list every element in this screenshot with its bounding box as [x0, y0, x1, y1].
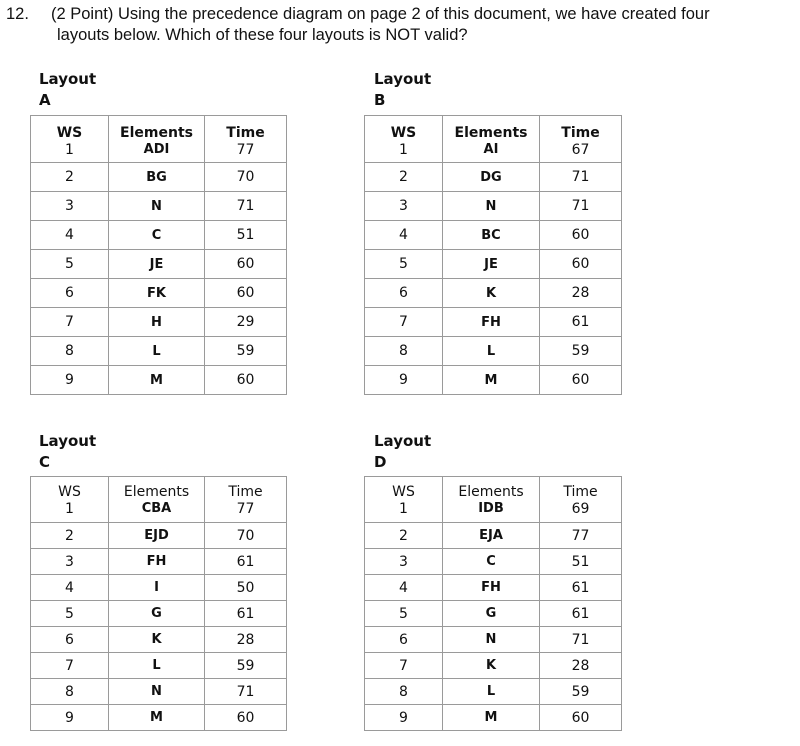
elements-cell: K [443, 653, 540, 679]
table-row [365, 337, 622, 366]
time-cell: 70 [205, 163, 287, 192]
layout-b-label-word: Layout [374, 70, 432, 88]
column-header-time: Time [540, 116, 622, 142]
layout-b-table [364, 115, 622, 395]
time-cell: 51 [205, 221, 287, 250]
ws-cell: 3 [31, 192, 109, 221]
table-row [31, 250, 287, 279]
time-cell: 60 [205, 705, 287, 731]
table-row [365, 250, 622, 279]
elements-cell: L [443, 679, 540, 705]
table-row [31, 142, 287, 163]
table-header-row [31, 477, 287, 501]
ws-cell: 5 [31, 250, 109, 279]
table-row [31, 192, 287, 221]
time-cell: 67 [540, 142, 622, 163]
time-cell: 60 [205, 366, 287, 395]
ws-cell: 1 [365, 142, 443, 163]
question-prompt: (2 Point) Using the precedence diagram on page 2 of this document, we have created four [51, 5, 710, 23]
time-cell: 60 [205, 279, 287, 308]
time-cell: 60 [540, 221, 622, 250]
ws-cell: 5 [365, 250, 443, 279]
time-cell: 61 [205, 601, 287, 627]
table-row [365, 142, 622, 163]
table-row [365, 627, 622, 653]
time-cell: 61 [205, 549, 287, 575]
elements-cell: G [443, 601, 540, 627]
ws-cell: 1 [31, 501, 109, 523]
table-row [31, 627, 287, 653]
time-cell: 60 [540, 705, 622, 731]
elements-cell: EJD [109, 523, 205, 549]
elements-cell: C [443, 549, 540, 575]
table-row [31, 221, 287, 250]
ws-cell: 1 [31, 142, 109, 163]
time-cell: 71 [205, 679, 287, 705]
elements-cell: M [109, 705, 205, 731]
ws-cell: 2 [31, 163, 109, 192]
ws-cell: 3 [365, 549, 443, 575]
ws-cell: 8 [365, 679, 443, 705]
layout-a-label-letter: A [39, 91, 51, 109]
column-header-ws: WS [31, 477, 109, 501]
ws-cell: 6 [365, 627, 443, 653]
table-row [365, 575, 622, 601]
table-row [31, 366, 287, 395]
layout-b-label-letter: B [374, 91, 386, 109]
ws-cell: 7 [31, 653, 109, 679]
ws-cell: 1 [365, 501, 443, 523]
elements-cell: FH [109, 549, 205, 575]
ws-cell: 7 [365, 653, 443, 679]
elements-cell: C [109, 221, 205, 250]
column-header-time: Time [205, 477, 287, 501]
table-row [31, 337, 287, 366]
ws-cell: 6 [31, 627, 109, 653]
ws-cell: 6 [365, 279, 443, 308]
ws-cell: 4 [31, 575, 109, 601]
ws-cell: 9 [31, 705, 109, 731]
time-cell: 77 [205, 501, 287, 523]
table-row [365, 366, 622, 395]
elements-cell: IDB [443, 501, 540, 523]
elements-cell: N [109, 192, 205, 221]
column-header-elements: Elements [109, 116, 205, 142]
ws-cell: 9 [365, 705, 443, 731]
ws-cell: 2 [365, 523, 443, 549]
elements-cell: G [109, 601, 205, 627]
ws-cell: 4 [365, 221, 443, 250]
ws-cell: 7 [365, 308, 443, 337]
ws-cell: 2 [365, 163, 443, 192]
question-text [6, 4, 796, 46]
time-cell: 59 [205, 337, 287, 366]
time-cell: 71 [540, 627, 622, 653]
time-cell: 70 [205, 523, 287, 549]
elements-cell: L [443, 337, 540, 366]
ws-cell: 5 [31, 601, 109, 627]
table-row [365, 192, 622, 221]
time-cell: 28 [540, 653, 622, 679]
time-cell: 77 [205, 142, 287, 163]
elements-cell: EJA [443, 523, 540, 549]
column-header-elements: Elements [443, 477, 540, 501]
table-row [365, 653, 622, 679]
elements-cell: FK [109, 279, 205, 308]
table-row [365, 523, 622, 549]
elements-cell: FH [443, 308, 540, 337]
elements-cell: JE [109, 250, 205, 279]
table-header-row [31, 116, 287, 142]
question-number: 12. [6, 5, 29, 23]
table-header-row [365, 477, 622, 501]
elements-cell: K [443, 279, 540, 308]
table-row [31, 549, 287, 575]
elements-cell: N [443, 192, 540, 221]
elements-cell: DG [443, 163, 540, 192]
time-cell: 60 [540, 250, 622, 279]
column-header-elements: Elements [109, 477, 205, 501]
elements-cell: L [109, 337, 205, 366]
time-cell: 59 [205, 653, 287, 679]
layout-c-label [39, 431, 96, 473]
layout-b-label [374, 69, 431, 111]
column-header-ws: WS [31, 116, 109, 142]
ws-cell: 8 [365, 337, 443, 366]
time-cell: 60 [205, 250, 287, 279]
elements-cell: BC [443, 221, 540, 250]
time-cell: 59 [540, 679, 622, 705]
table-row [31, 163, 287, 192]
table-row [365, 549, 622, 575]
time-cell: 60 [540, 366, 622, 395]
time-cell: 61 [540, 601, 622, 627]
ws-cell: 7 [31, 308, 109, 337]
ws-cell: 3 [31, 549, 109, 575]
time-cell: 71 [540, 192, 622, 221]
table-header-row [365, 116, 622, 142]
column-header-time: Time [205, 116, 287, 142]
layout-a-label-word: Layout [39, 70, 97, 88]
layout-d-table [364, 476, 622, 731]
table-row [31, 653, 287, 679]
table-row [31, 501, 287, 523]
time-cell: 29 [205, 308, 287, 337]
time-cell: 28 [540, 279, 622, 308]
table-row [365, 601, 622, 627]
time-cell: 77 [540, 523, 622, 549]
time-cell: 61 [540, 308, 622, 337]
elements-cell: L [109, 653, 205, 679]
elements-cell: CBA [109, 501, 205, 523]
ws-cell: 5 [365, 601, 443, 627]
layout-c-label-letter: C [39, 453, 51, 471]
ws-cell: 8 [31, 337, 109, 366]
table-row [365, 221, 622, 250]
elements-cell: FH [443, 575, 540, 601]
time-cell: 69 [540, 501, 622, 523]
ws-cell: 9 [31, 366, 109, 395]
column-header-elements: Elements [443, 116, 540, 142]
ws-cell: 8 [31, 679, 109, 705]
time-cell: 71 [205, 192, 287, 221]
elements-cell: K [109, 627, 205, 653]
elements-cell: N [109, 679, 205, 705]
column-header-ws: WS [365, 116, 443, 142]
layout-d-label-word: Layout [374, 432, 432, 450]
ws-cell: 3 [365, 192, 443, 221]
ws-cell: 9 [365, 366, 443, 395]
table-row [365, 279, 622, 308]
time-cell: 28 [205, 627, 287, 653]
table-row [31, 705, 287, 731]
elements-cell: M [443, 366, 540, 395]
table-row [365, 705, 622, 731]
elements-cell: N [443, 627, 540, 653]
elements-cell: M [109, 366, 205, 395]
table-row [365, 679, 622, 705]
table-row [365, 308, 622, 337]
layout-c-label-word: Layout [39, 432, 97, 450]
elements-cell: M [443, 705, 540, 731]
time-cell: 61 [540, 575, 622, 601]
ws-cell: 6 [31, 279, 109, 308]
layout-c-table [30, 476, 287, 731]
layout-d-label [374, 431, 431, 473]
ws-cell: 2 [31, 523, 109, 549]
table-row [31, 523, 287, 549]
table-row [31, 679, 287, 705]
layout-a-label [39, 69, 96, 111]
layout-d-label-letter: D [374, 453, 387, 471]
elements-cell: H [109, 308, 205, 337]
table-row [365, 163, 622, 192]
time-cell: 51 [540, 549, 622, 575]
elements-cell: AI [443, 142, 540, 163]
elements-cell: ADI [109, 142, 205, 163]
table-row [31, 601, 287, 627]
time-cell: 59 [540, 337, 622, 366]
table-row [31, 279, 287, 308]
elements-cell: I [109, 575, 205, 601]
table-row [31, 575, 287, 601]
layout-a-table [30, 115, 287, 395]
table-row [31, 308, 287, 337]
question-line-1 [6, 4, 796, 25]
ws-cell: 4 [365, 575, 443, 601]
elements-cell: BG [109, 163, 205, 192]
question-line-2: layouts below. Which of these four layouts is NOT valid? [57, 26, 468, 44]
ws-cell: 4 [31, 221, 109, 250]
column-header-ws: WS [365, 477, 443, 501]
time-cell: 50 [205, 575, 287, 601]
table-row [365, 501, 622, 523]
column-header-time: Time [540, 477, 622, 501]
time-cell: 71 [540, 163, 622, 192]
elements-cell: JE [443, 250, 540, 279]
